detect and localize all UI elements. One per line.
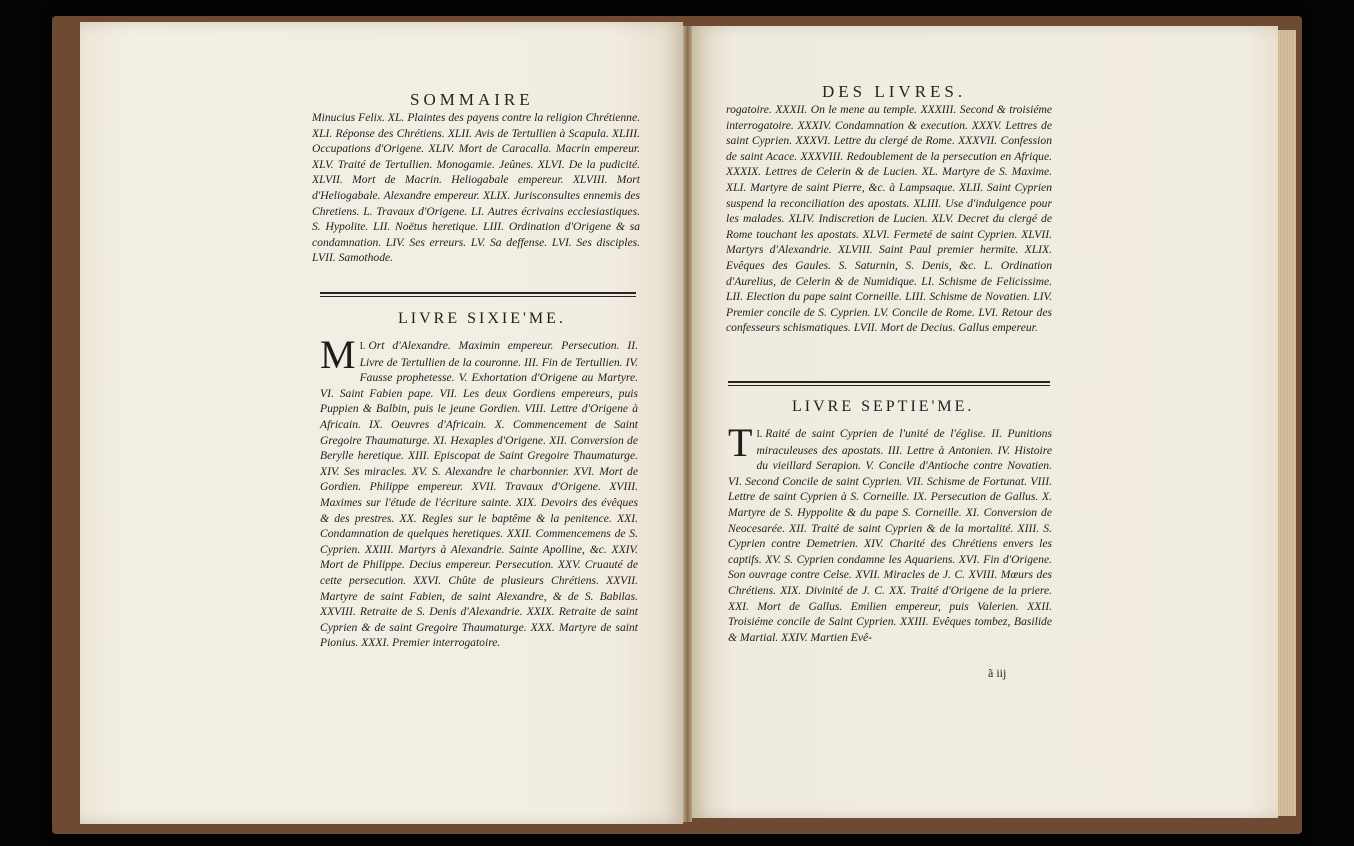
divider-rule — [320, 292, 636, 294]
page-edges — [1278, 30, 1296, 816]
book-gutter — [683, 26, 692, 822]
left-running-head: SOMMAIRE — [410, 90, 534, 109]
right-summary-text: rogatoire. XXXII. On le mene au temple. XXXIII. Second & troisiéme interrogatoire. XXXIV. Condamnation & execution. XXXV. Lettres de saint Cyprien. XXXVI. Lettre du clergé de Rome. XXXVII. Confession de saint Acace. XXXVIII. Redoublement de la persecution en Afrique. XXXIX. Lettres de Celerin & de Lucien. XL. Martyre de S. Maxime. XLI. Martyre de saint Pierre, &c. à Lampsaque. XLII. Saint Cyprien suspend la reconciliation des apostats. XLIII. Use d'indulgence pour les malades. XLIV. Indiscretion de Lucien. XLV. Decret du clergé de Rome touchant les apostats. XLVI. Fermeté de saint Cyprien. XLVII. Martyrs d'Alexandrie. XLVIII. Saint Paul premier hermite. XLIX. Evêques des Gaules. S. Saturnin, S. Denis, &c. L. Ordination d'Aurelius, de Celerin & de Numidique. LI. Schisme de Felicissime. LII. Election du pape saint Corneille. LIII. Schisme de Novatien. LIV. Premier concile de S. Cyprien. LV. Concile de Rome. LVI. Retour des confesseurs schismatiques. LVII. Mort de Decius. Gallus empereur. — [726, 103, 1052, 335]
divider-rule-thin — [320, 296, 636, 297]
right-page — [692, 26, 1278, 818]
drop-cap: T — [728, 420, 753, 465]
book-seven-title: LIVRE SEPTIE'ME. — [792, 398, 975, 415]
book-six-contents — [320, 332, 638, 651]
book-six-title: LIVRE SIXIE'ME. — [398, 310, 566, 327]
right-running-head: DES LIVRES. — [822, 82, 967, 101]
book-six-text: Ort d'Alexandre. Maximin empereur. Persecution. II. Livre de Tertullien de la couronne. III. Fin de Tertullien. IV. Fausse prophetesse. V. Exhortation d'Origene au Martyre. VI. Saint Fabien pape. VII. Les deux Gordiens empereurs, puis Puppien & Balbin, puis le jeune Gordien. VIII. Lettre d'Origene à Africain. IX. Oeuvres d'Africain. X. Commencement de Saint Gregoire Thaumaturge. XI. Hexaples d'Origene. XII. Conversion de Berylle heretique. XIII. Episcopat de Saint Gregoire Thaumaturge. XIV. Ses miracles. XV. S. Alexandre le charbonnier. XVI. Mort de Gordien. Philippe empereur. XVII. Travaux d'Origene. XVIII. Maximes sur l'étude de l'écriture sainte. XIX. Devoirs des évêques & des prestres. XX. Regles sur le baptême & la penitence. XXI. Condamnation de quelques heretiques. XXII. Commencemens de S. Cyprien. XXIII. Martyrs à Alexandrie. Sainte Apolline, &c. XXIV. Mort de Philippe. Decius empereur. Persecution. XXV. Cruauté de cette persecution. XXVI. Chûte de plusieurs Chrétiens. XXVII. Martyre de saint Fabien, de saint Alexandre, & de S. Babilas. XXVIII. Retraite de S. Denis d'Alexandrie. XXIX. Retraite de saint Cyprien & de saint Gregoire Thaumaturge. XXX. Martyre de saint Pionius. XXXI. Premier interrogatoire. — [320, 339, 638, 650]
signature-mark: ã iij — [988, 666, 1007, 680]
entry-number: I. — [756, 429, 763, 440]
left-page — [80, 22, 683, 824]
entry-number: I. — [359, 341, 366, 352]
book-seven-contents — [728, 420, 1052, 645]
book-seven-text: Raité de saint Cyprien de l'unité de l'église. II. Punitions miraculeuses des apostats. III. Lettre à Antonien. IV. Histoire du vieillard Serapion. V. Concile d'Antioche contre Novatien. VI. Second Concile de saint Cyprien. VII. Schisme de Fortunat. VIII. Lettre de saint Cyprien à S. Corneille. IX. Persecution de Gallus. X. Martyre de S. Hyppolite & du pape S. Corneille. XI. Conversion de Neocesarée. XII. Traité de saint Cyprien & de la mortalité. XIII. S. Cyprien contre Demetrien. XIV. Charité des Chrétiens envers les captifs. XV. S. Cyprien condamne les Aquariens. XVI. Fin d'Origene. Son ouvrage contre Celse. XVII. Miracles de J. C. XVIII. Mœurs des Chrétiens. XIX. Divinité de J. C. XX. Traité d'Origene de la priere. XXI. Mort de Gallus. Emilien empereur, puis Valerien. XXII. Troisiéme concile de Saint Cyprien. XXIII. Evêques tombez, Basilide & Martial. XXIV. Martien Evê- — [728, 427, 1052, 644]
divider-rule-thin — [728, 385, 1050, 386]
divider-rule — [728, 381, 1050, 383]
drop-cap: M — [320, 332, 356, 377]
left-summary-text: Minucius Felix. XL. Plaintes des payens contre la religion Chrétienne. XLI. Réponse des Chrétiens. XLII. Avis de Tertullien à Scapula. XLIII. Occupations d'Origene. XLIV. Mort de Caracalla. Macrin empereur. XLV. Traité de Tertullien. Monogamie. Jeûnes. XLVI. De la pudicité. XLVII. Mort de Macrin. Heliogabale empereur. XLVIII. Mort d'Heliogabale. Alexandre empereur. XLIX. Jurisconsultes ennemis des Chretiens. L. Travaux d'Origene. LI. Autres écrivains ecclesiastiques. S. Hypolite. LII. Noëtus heretique. LIII. Ordination d'Origene & sa condamnation. LIV. Ses erreurs. LV. Sa deffense. LVI. Ses disciples. LVII. Samothode. — [312, 111, 640, 265]
